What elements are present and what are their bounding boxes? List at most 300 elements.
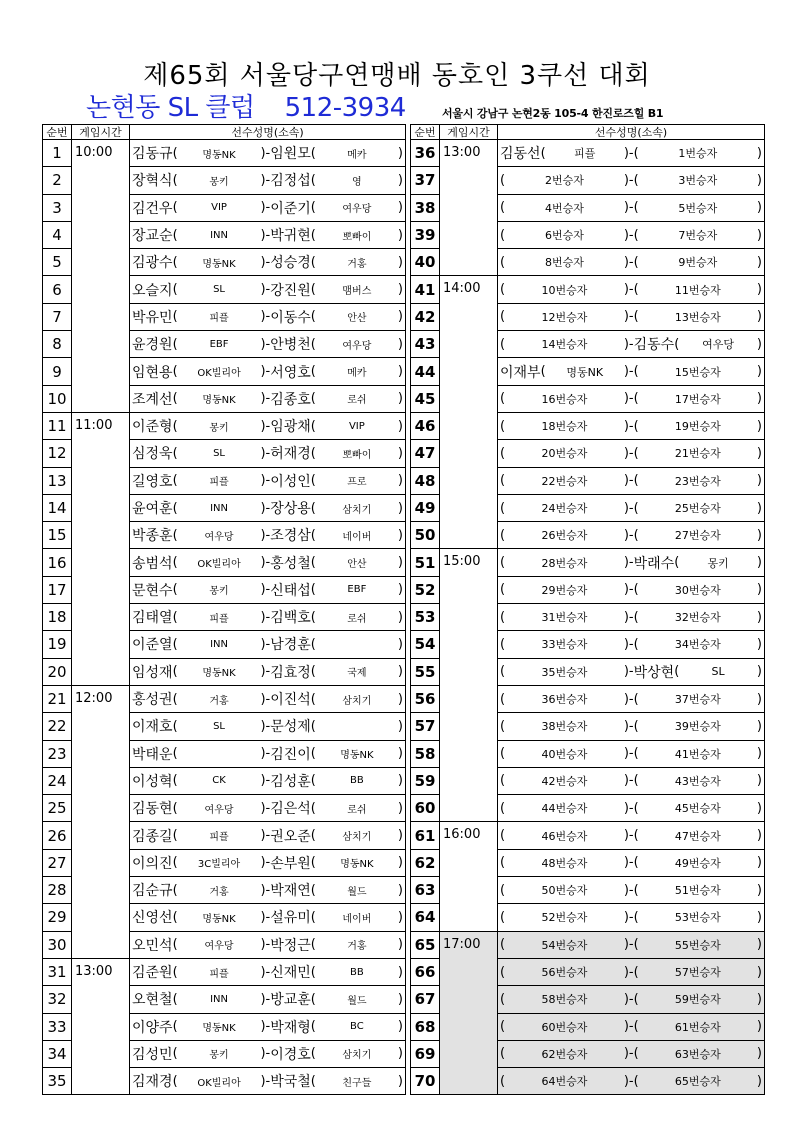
match-number: 1 (43, 140, 72, 167)
player-one (132, 143, 270, 163)
player-two-affiliation: 11번승자 (674, 283, 721, 297)
vs-separator: )- (260, 1019, 271, 1035)
open-paren: ( (310, 200, 316, 216)
close-paren: ) (397, 937, 403, 953)
close-paren: ) (756, 282, 762, 298)
schedule-table-right (410, 124, 765, 1095)
match-players (498, 822, 765, 849)
player-one-affiliation: 46번승자 (541, 829, 588, 843)
open-paren: ( (310, 227, 316, 243)
player-two-affiliation: BB (350, 966, 364, 978)
close-paren: ) (756, 937, 762, 953)
player-one-name: 오민석 (132, 937, 173, 954)
col-header-players: 선수성명(소속) (498, 125, 765, 140)
match-number: 6 (43, 276, 72, 303)
player-one-name: 이성혁 (132, 773, 173, 790)
player-one (132, 1071, 270, 1091)
player-two (270, 880, 403, 900)
player-one-affiliation: 36번승자 (541, 693, 588, 707)
player-one (500, 1073, 634, 1089)
player-one (132, 443, 270, 463)
player-two-affiliation: 61번승자 (674, 1020, 721, 1034)
player-one (500, 855, 634, 871)
player-one-affiliation: 거홍 (209, 886, 229, 898)
match-players (498, 1040, 765, 1067)
open-paren: ( (310, 609, 316, 625)
player-one (132, 771, 270, 791)
close-paren: ) (397, 145, 403, 161)
game-time: 16:00 (440, 822, 498, 931)
match-number: 67 (411, 986, 440, 1013)
player-one (132, 471, 270, 491)
player-two-name: 신재민 (270, 965, 311, 982)
player-one-name: 심정욱 (132, 446, 173, 463)
match-number: 23 (43, 740, 72, 767)
player-two-affiliation: VIP (348, 420, 365, 432)
open-paren: ( (172, 282, 178, 298)
player-one-affiliation: OK빌리아 (197, 368, 241, 380)
player-line (500, 362, 762, 382)
vs-separator: )- (623, 664, 634, 680)
open-paren: ( (172, 909, 178, 925)
open-paren: ( (633, 718, 639, 734)
vs-separator: )- (623, 473, 634, 489)
close-paren: ) (397, 609, 403, 625)
vs-separator: )- (623, 500, 634, 516)
close-paren: ) (756, 855, 762, 871)
player-one (132, 580, 270, 600)
match-players (130, 358, 406, 385)
player-one (500, 254, 634, 270)
match-number: 9 (43, 358, 72, 385)
player-two-name: 조경삼 (270, 528, 311, 545)
player-line (500, 718, 762, 734)
close-paren: ) (397, 473, 403, 489)
open-paren: ( (310, 664, 316, 680)
player-two-affiliation: 명동NK (340, 750, 374, 762)
player-one (132, 553, 270, 573)
vs-separator: )- (260, 909, 271, 925)
match-players (130, 167, 406, 194)
open-paren: ( (500, 937, 506, 953)
open-paren: ( (500, 309, 506, 325)
vs-separator: )- (623, 855, 634, 871)
player-one-name: 김건우 (132, 200, 173, 217)
player-two (270, 198, 403, 218)
player-two-affiliation: 월드 (347, 886, 367, 898)
close-paren: ) (397, 391, 403, 407)
open-paren: ( (172, 145, 178, 161)
match-number: 32 (43, 986, 72, 1013)
player-line (132, 280, 403, 300)
player-one (132, 389, 270, 409)
player-one-affiliation: 피플 (209, 832, 229, 844)
player-two-name: 이진석 (270, 692, 311, 709)
close-paren: ) (397, 1019, 403, 1035)
player-one-affiliation: 피플 (209, 968, 229, 980)
player-line (132, 143, 403, 163)
player-one-affiliation: 몽키 (209, 176, 229, 188)
player-two (270, 280, 403, 300)
player-two (634, 937, 762, 953)
vs-separator: )- (623, 991, 634, 1007)
vs-separator: )- (260, 473, 271, 489)
player-one (132, 634, 270, 654)
open-paren: ( (172, 991, 178, 1007)
player-two-affiliation: BC (350, 1021, 364, 1033)
player-one-affiliation: 8번승자 (545, 256, 584, 270)
player-one-name: 송범석 (132, 555, 173, 572)
player-two-affiliation: 몽키 (707, 556, 729, 570)
match-players (130, 713, 406, 740)
player-two-name: 방교훈 (270, 992, 311, 1009)
match-number: 57 (411, 713, 440, 740)
match-number: 60 (411, 795, 440, 822)
player-two (270, 935, 403, 955)
player-one-affiliation: EBF (209, 338, 229, 350)
player-two-affiliation: 7번승자 (678, 229, 718, 243)
vs-separator: )- (623, 828, 634, 844)
player-one (132, 362, 270, 382)
open-paren: ( (633, 828, 639, 844)
player-two (270, 170, 403, 190)
match-number: 24 (43, 767, 72, 794)
player-two (634, 636, 762, 652)
player-one (500, 143, 634, 163)
club-name: 논현동 SL 클럽 (86, 93, 255, 123)
player-one-affiliation: 몽키 (209, 422, 229, 434)
close-paren: ) (397, 800, 403, 816)
player-one (500, 937, 634, 953)
player-two (270, 744, 403, 764)
player-two-affiliation: 안산 (347, 313, 367, 325)
close-paren: ) (756, 582, 762, 598)
close-paren: ) (756, 1046, 762, 1062)
match-players (130, 549, 406, 576)
match-players (130, 1068, 406, 1095)
player-line (132, 416, 403, 436)
player-two-name: 신태섭 (270, 582, 311, 599)
player-one (132, 744, 270, 764)
player-one-name: 김태열 (132, 610, 173, 627)
close-paren: ) (756, 664, 762, 680)
player-two (634, 855, 762, 871)
player-two (270, 689, 403, 709)
close-paren: ) (397, 855, 403, 871)
match-number: 46 (411, 412, 440, 439)
player-one-affiliation: 26번승자 (541, 529, 588, 543)
game-time: 13:00 (72, 958, 130, 1094)
vs-separator: )- (623, 1046, 634, 1062)
player-line (132, 580, 403, 600)
close-paren: ) (397, 336, 403, 352)
player-line (500, 964, 762, 980)
open-paren: ( (500, 909, 506, 925)
vs-separator: )- (623, 582, 634, 598)
close-paren: ) (756, 555, 762, 571)
player-line (132, 471, 403, 491)
player-one-name: 김성민 (132, 1046, 173, 1063)
match-number: 22 (43, 713, 72, 740)
player-two-affiliation: 23번승자 (674, 474, 721, 488)
player-two (270, 307, 403, 327)
close-paren: ) (756, 418, 762, 434)
open-paren: ( (500, 691, 506, 707)
game-time: 10:00 (72, 140, 130, 413)
player-two (634, 909, 762, 925)
open-paren: ( (500, 555, 506, 571)
open-paren: ( (310, 882, 316, 898)
match-players (498, 167, 765, 194)
open-paren: ( (310, 937, 316, 953)
open-paren: ( (633, 746, 639, 762)
player-one-affiliation: 4번승자 (545, 201, 584, 215)
player-two (634, 364, 762, 380)
player-one-affiliation: 여우당 (204, 804, 234, 816)
vs-separator: )- (260, 937, 271, 953)
player-two-name: 서영호 (270, 364, 311, 381)
player-two (634, 418, 762, 434)
close-paren: ) (756, 254, 762, 270)
player-two-affiliation: 친구들 (342, 1077, 372, 1089)
player-one-affiliation: 명동NK (566, 365, 604, 379)
player-two-affiliation: 13번승자 (674, 310, 721, 324)
vs-separator: )- (623, 391, 634, 407)
player-one-affiliation: 몽키 (209, 586, 229, 598)
open-paren: ( (172, 828, 178, 844)
match-number: 29 (43, 904, 72, 931)
open-paren: ( (633, 991, 639, 1007)
match-number: 3 (43, 194, 72, 221)
open-paren: ( (674, 336, 680, 352)
open-paren: ( (172, 800, 178, 816)
player-one-affiliation: 명동NK (202, 1023, 236, 1035)
match-players (130, 1013, 406, 1040)
player-two-name: 권오준 (270, 828, 311, 845)
open-paren: ( (500, 991, 506, 1007)
match-row (43, 958, 406, 985)
close-paren: ) (756, 964, 762, 980)
match-number: 68 (411, 1013, 440, 1040)
player-one (132, 853, 270, 873)
player-one (500, 828, 634, 844)
player-one-name: 길영호 (132, 473, 173, 490)
vs-separator: )- (623, 336, 634, 352)
player-one (132, 525, 270, 545)
vs-separator: )- (623, 1073, 634, 1089)
player-two (270, 498, 403, 518)
vs-separator: )- (623, 200, 634, 216)
vs-separator: )- (260, 582, 271, 598)
player-one (132, 252, 270, 272)
open-paren: ( (633, 445, 639, 461)
player-one-affiliation: 피플 (209, 477, 229, 489)
player-two (634, 609, 762, 625)
player-two-name: 문성제 (270, 719, 311, 736)
player-two (270, 143, 403, 163)
match-players (130, 412, 406, 439)
player-one (132, 498, 270, 518)
player-two (634, 334, 762, 354)
match-players (498, 331, 765, 358)
match-number: 53 (411, 604, 440, 631)
match-number: 42 (411, 303, 440, 330)
player-one (132, 170, 270, 190)
player-one-name: 이양주 (132, 1019, 173, 1036)
player-one (500, 227, 634, 243)
vs-separator: )- (623, 282, 634, 298)
open-paren: ( (500, 718, 506, 734)
player-one (500, 500, 634, 516)
player-one-affiliation: 54번승자 (541, 938, 588, 952)
player-two (270, 362, 403, 382)
close-paren: ) (397, 828, 403, 844)
open-paren: ( (310, 800, 316, 816)
match-players (498, 221, 765, 248)
match-number: 2 (43, 167, 72, 194)
player-line (500, 143, 762, 163)
match-players (498, 494, 765, 521)
player-two-affiliation: 뽀빠이 (342, 449, 372, 461)
player-two-affiliation: 65번승자 (674, 1075, 721, 1089)
close-paren: ) (397, 418, 403, 434)
player-two-name: 이준기 (270, 200, 311, 217)
player-one-name: 홍성권 (132, 692, 173, 709)
close-paren: ) (756, 1019, 762, 1035)
player-two (270, 1017, 403, 1037)
player-two-affiliation: 뽀빠이 (342, 231, 372, 243)
player-one-affiliation: 피플 (209, 313, 229, 325)
close-paren: ) (756, 336, 762, 352)
match-players (130, 877, 406, 904)
open-paren: ( (172, 773, 178, 789)
match-players (498, 986, 765, 1013)
player-one (500, 200, 634, 216)
player-one-name: 김순규 (132, 883, 173, 900)
close-paren: ) (756, 609, 762, 625)
player-one-affiliation: 2번승자 (545, 174, 584, 188)
match-number: 34 (43, 1040, 72, 1067)
close-paren: ) (756, 527, 762, 543)
player-one-affiliation: 62번승자 (541, 1047, 588, 1061)
open-paren: ( (633, 800, 639, 816)
player-two-name: 김백호 (270, 610, 311, 627)
vs-separator: )- (260, 445, 271, 461)
player-two-affiliation: 삼치기 (342, 832, 372, 844)
vs-separator: )- (260, 309, 271, 325)
open-paren: ( (633, 282, 639, 298)
player-two (634, 828, 762, 844)
player-one-name: 이의진 (132, 855, 173, 872)
player-one-affiliation: 10번승자 (541, 283, 588, 297)
open-paren: ( (172, 582, 178, 598)
player-two-name: 김종호 (270, 391, 311, 408)
player-two (634, 1046, 762, 1062)
player-line (500, 227, 762, 243)
close-paren: ) (756, 828, 762, 844)
player-one (500, 636, 634, 652)
close-paren: ) (756, 473, 762, 489)
player-one-affiliation: 피플 (209, 613, 229, 625)
player-two (270, 252, 403, 272)
player-one-affiliation: 22번승자 (541, 474, 588, 488)
player-two (634, 582, 762, 598)
open-paren: ( (172, 609, 178, 625)
player-two (270, 634, 403, 654)
player-one-name: 임현용 (132, 364, 173, 381)
open-paren: ( (172, 746, 178, 762)
player-one (132, 198, 270, 218)
player-one-affiliation: OK빌리아 (197, 1077, 241, 1089)
player-one-affiliation: 명동NK (202, 258, 236, 270)
open-paren: ( (633, 364, 639, 380)
player-line (132, 307, 403, 327)
close-paren: ) (397, 964, 403, 980)
player-two-name: 김성훈 (270, 773, 311, 790)
player-one (500, 909, 634, 925)
player-two-name: 손부원 (270, 855, 311, 872)
player-one-affiliation: 12번승자 (541, 310, 588, 324)
close-paren: ) (756, 1073, 762, 1089)
open-paren: ( (172, 336, 178, 352)
open-paren: ( (310, 828, 316, 844)
player-two (634, 964, 762, 980)
match-number: 63 (411, 877, 440, 904)
player-two-name: 박재연 (270, 883, 311, 900)
match-number: 50 (411, 522, 440, 549)
player-one (132, 798, 270, 818)
player-one-name: 이재호 (132, 719, 173, 736)
player-two-name: 임원모 (270, 146, 311, 163)
player-two-affiliation: 53번승자 (674, 911, 721, 925)
match-players (498, 877, 765, 904)
match-row (411, 822, 765, 849)
player-two (270, 826, 403, 846)
close-paren: ) (756, 309, 762, 325)
player-two-name: 박정근 (270, 937, 311, 954)
open-paren: ( (172, 200, 178, 216)
player-line (132, 771, 403, 791)
player-one (500, 282, 634, 298)
open-paren: ( (633, 145, 639, 161)
player-two-name: 이동수 (270, 309, 311, 326)
player-one-name: 문현수 (132, 582, 173, 599)
match-players (130, 249, 406, 276)
match-players (130, 904, 406, 931)
match-number: 70 (411, 1068, 440, 1095)
match-row (411, 276, 765, 303)
match-number: 7 (43, 303, 72, 330)
player-one-affiliation: 18번승자 (541, 420, 588, 434)
player-two (270, 798, 403, 818)
match-players (498, 1068, 765, 1095)
player-one-affiliation: 몽키 (209, 1050, 229, 1062)
player-line (500, 309, 762, 325)
player-one-name: 박종훈 (132, 528, 173, 545)
player-two-affiliation: 34번승자 (674, 638, 721, 652)
open-paren: ( (500, 800, 506, 816)
player-one-name: 윤경원 (132, 337, 173, 354)
player-line (500, 282, 762, 298)
match-number: 26 (43, 822, 72, 849)
player-two-affiliation: 1번승자 (678, 147, 718, 161)
open-paren: ( (172, 391, 178, 407)
player-line (132, 362, 403, 382)
player-two-affiliation: 삼치기 (342, 695, 372, 707)
open-paren: ( (310, 1046, 316, 1062)
player-one-affiliation: INN (210, 229, 228, 241)
match-number: 48 (411, 467, 440, 494)
